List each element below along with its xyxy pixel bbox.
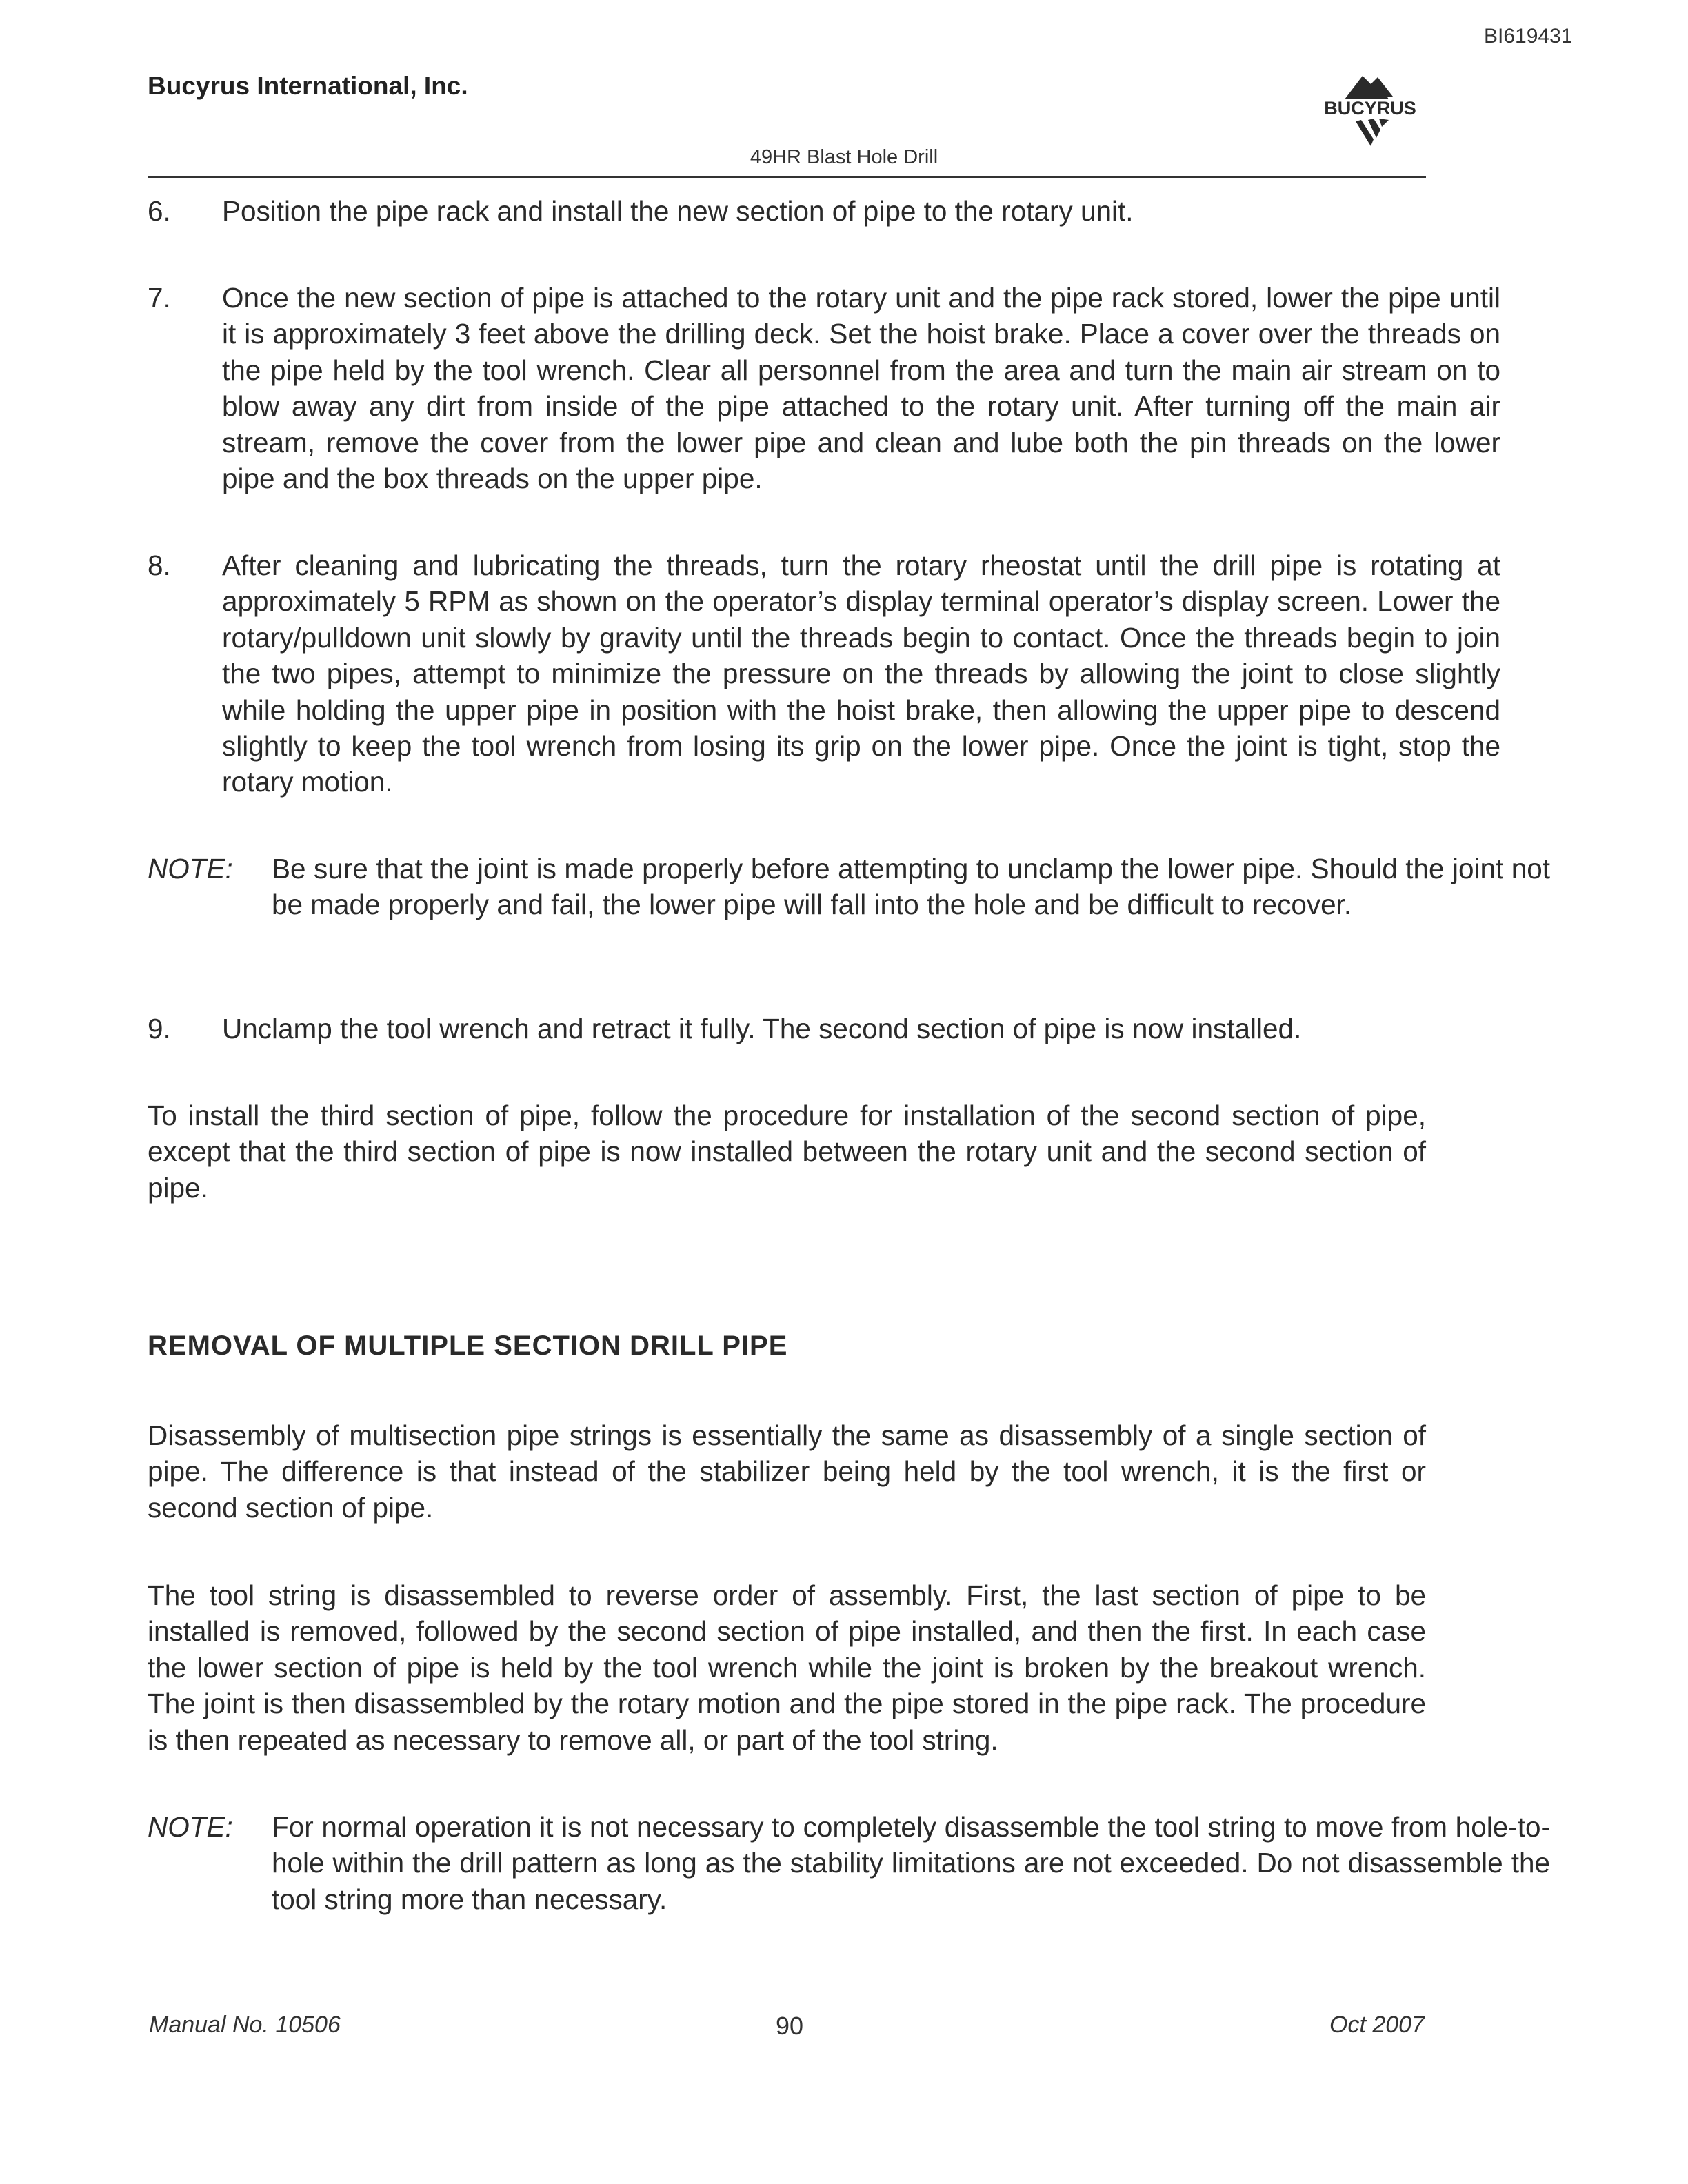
paragraph-tool-string: The tool string is disassembled to reverse order of assembly. First, the last section of pipe to be installed is removed, followed by the second section of pipe installed, and then the first. In each case the lower section of pipe is held by the tool wrench while the joint is broken by the breakout wrench. The joint is then disassembled by the rotary motion and the pipe stored in the pipe rack. The procedure is then repeated as necessary to remove all, or part of the tool string.	[148, 1579, 1426, 1756]
note-text: Be sure that the joint is made properly before attempting to unclamp the lower pipe. Should the joint not be made properly and fail, the lower pipe will fall into the hole and be difficult to recover.	[272, 853, 1550, 921]
note-label: NOTE:	[148, 853, 233, 884]
step-text: Position the pipe rack and install the new section of pipe to the rotary unit.	[222, 195, 1134, 227]
header-divider	[148, 176, 1426, 178]
company-name: Bucyrus International, Inc.	[148, 72, 468, 100]
step-number: 8.	[148, 549, 171, 581]
paragraph-third-section: To install the third section of pipe, follow the procedure for installation of the second section of pipe, except that the third section of pipe is now installed between the rotary unit and the second section of pipe.	[148, 1100, 1426, 1204]
svg-text:BUCYRUS: BUCYRUS	[1324, 98, 1416, 119]
step-text: Unclamp the tool wrench and retract it fully. The second section of pipe is now installed.	[222, 1013, 1302, 1044]
step-6	[148, 193, 1500, 229]
section-heading: REMOVAL OF MULTIPLE SECTION DRILL PIPE	[148, 1331, 788, 1361]
step-number: 9.	[148, 1013, 171, 1044]
note-text: For normal operation it is not necessary to completely disassemble the tool string to move from hole-to-hole within the drill pattern as long as the stability limitations are not exceeded. Do not disassemble the tool string more than necessary.	[272, 1811, 1550, 1915]
step-number: 6.	[148, 195, 171, 227]
note-normal-operation	[148, 1809, 1550, 1917]
note-joint	[148, 851, 1550, 923]
step-9	[148, 1011, 1500, 1046]
step-8	[148, 547, 1500, 800]
page-number: 90	[775, 2012, 804, 2040]
footer-manual-number: Manual No. 10506	[149, 2012, 341, 2038]
paragraph-disassembly: Disassembly of multisection pipe strings is essentially the same as disassembly of a single section of pipe. The difference is that instead of the stabilizer being held by the tool wrench, it is the first or second section of pipe.	[148, 1419, 1426, 1524]
bucyrus-logo	[1305, 69, 1436, 152]
step-7	[148, 280, 1500, 496]
step-text: Once the new section of pipe is attached to the rotary unit and the pipe rack stored, lower the pipe until it is approximately 3 feet above the drilling deck. Set the hoist brake. Place a cover over the threads on the pipe held by the tool wrench. Clear all personnel from the area and turn the main air stream on to blow away any dirt from inside of the pipe attached to the rotary unit. After turning off the main air stream, remove the cover from the lower pipe and clean and lube both the pin threads on the lower pipe and the box threads on the upper pipe.	[222, 282, 1500, 495]
logo-mark-icon	[1305, 69, 1436, 152]
footer-date: Oct 2007	[1329, 2012, 1425, 2038]
step-number: 7.	[148, 282, 171, 314]
step-text: After cleaning and lubricating the threads, turn the rotary rheostat until the drill pipe is rotating at approximately 5 RPM as shown on the operator’s display terminal operator’s display screen. Lower the rotary/pulldown unit slowly by gravity until the threads begin to contact. Once the threads begin to join the two pipes, attempt to minimize the pressure on the threads by allowing the joint to close slightly while holding the upper pipe in position with the hoist brake, then allowing the upper pipe to descend slightly to keep the tool wrench from losing its grip on the lower pipe. Once the joint is tight, stop the rotary motion.	[222, 549, 1500, 798]
document-subtitle: 49HR Blast Hole Drill	[750, 146, 938, 168]
note-label: NOTE:	[148, 1811, 233, 1843]
document-id: BI619431	[1484, 25, 1573, 48]
